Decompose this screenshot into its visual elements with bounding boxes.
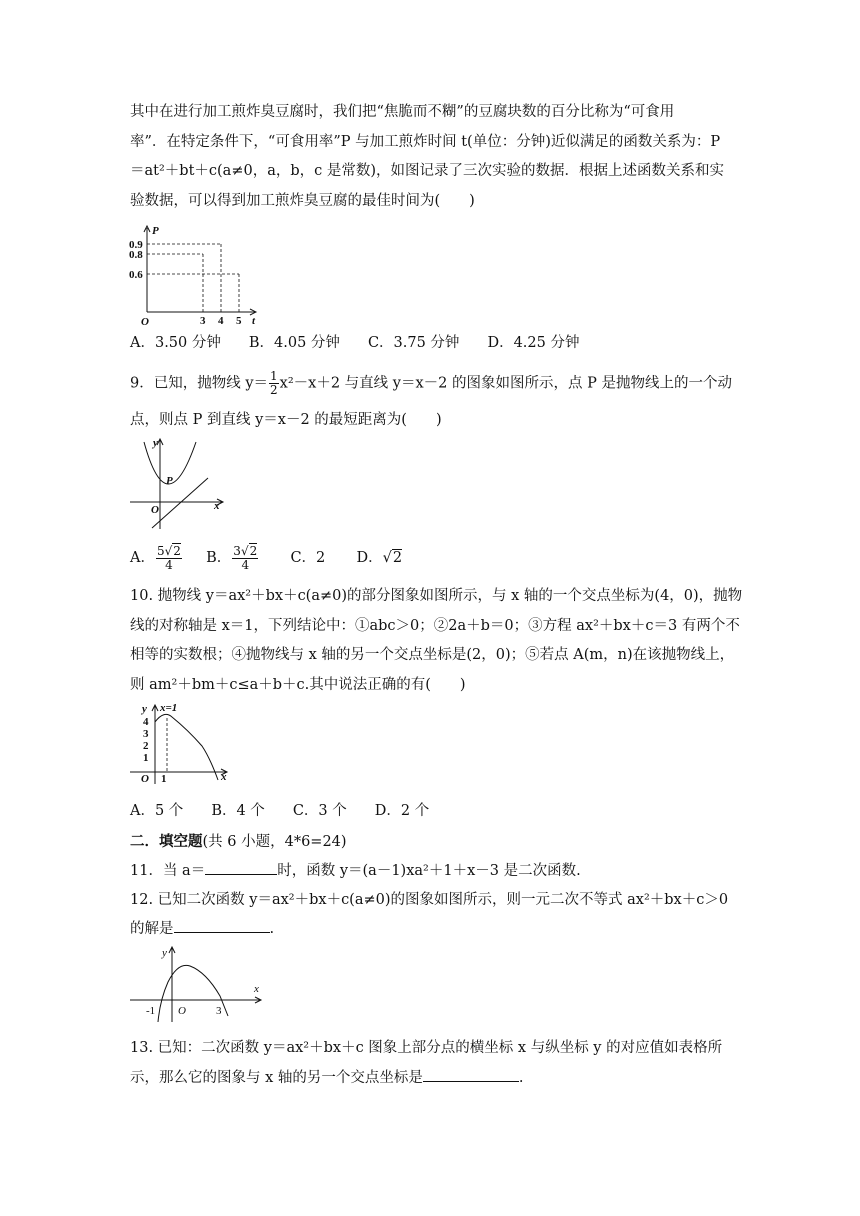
q8-xtick-5: 5 xyxy=(236,315,242,327)
q9-option-a-radicand: 2 xyxy=(173,543,181,558)
q10-ytick-2: 2 xyxy=(143,740,149,752)
q8-ytick-0-8: 0.8 xyxy=(129,249,143,261)
q9-text-line-1 xyxy=(130,370,732,397)
q10-ytick-3: 3 xyxy=(143,728,149,740)
q8-option-b[interactable]: B．4.05 分钟 xyxy=(248,335,340,351)
q9-suffix: x²－x＋2 与直线 y＝x－2 的图象如图所示，点 P 是抛物线上的一个动 xyxy=(279,375,732,392)
q13-answer-blank[interactable] xyxy=(435,1067,507,1082)
q9-fraction-num: 1 xyxy=(270,369,278,383)
q13-text-line-2 xyxy=(130,1067,524,1088)
q8-options xyxy=(130,333,579,353)
q10-option-d[interactable]: D．2 个 xyxy=(374,803,430,819)
q8-text-line-1: 其中在进行加工煎炸臭豆腐时，我们把“焦脆而不糊”的豆腐块数的百分比称为“可食用 xyxy=(130,104,675,120)
q10-options xyxy=(130,801,429,821)
q12-answer-blank[interactable] xyxy=(186,918,258,933)
q9-option-d-radicand: 2 xyxy=(392,550,403,566)
q13-suffix: . xyxy=(518,1070,524,1086)
q9-option-d-label: D． xyxy=(356,550,383,566)
q9-option-c[interactable]: C．2 xyxy=(290,550,326,566)
q12-text-line-2 xyxy=(130,918,274,939)
q10-graph xyxy=(128,700,238,788)
q9-point-p: P xyxy=(166,475,173,487)
q10-option-c[interactable]: C．3 个 xyxy=(292,803,347,819)
q10-text-line-1: 10. 抛物线 y＝ax²＋bx＋c(a≠0)的部分图象如图所示，与 x 轴的一个交点坐标为(4，0)，抛物 xyxy=(130,588,743,604)
q9-option-b-label: B． xyxy=(206,550,232,566)
q10-option-b[interactable]: B．4 个 xyxy=(211,803,265,819)
q13-prefix: 示，那么它的图象与 x 轴的另一个交点坐标是 xyxy=(130,1070,423,1086)
q12-suffix: . xyxy=(269,921,275,937)
q9-option-d[interactable]: D．√2 xyxy=(356,550,403,566)
q12-tick-left: -1 xyxy=(146,1005,156,1017)
q9-options xyxy=(130,544,402,572)
q9-option-a-num: 5 xyxy=(156,543,165,558)
q8-option-a[interactable]: A．3.50 分钟 xyxy=(130,335,221,351)
q9-option-a[interactable] xyxy=(130,543,183,572)
q9-prefix: 9．已知，抛物线 y＝ xyxy=(130,375,269,392)
q8-xtick-4: 4 xyxy=(218,315,224,327)
q9-option-a-label: A． xyxy=(130,550,155,566)
section-2-note: (共 6 小题，4*6=24) xyxy=(202,834,347,850)
q9-option-b[interactable] xyxy=(206,543,259,572)
q8-text-line-2: 率”．在特定条件下，“可食用率”P 与加工煎炸时间 t(单位：分钟)近似满足的函数关系为：P xyxy=(130,134,721,150)
q11-answer-blank[interactable] xyxy=(205,860,277,875)
q9-option-b-den: 4 xyxy=(241,557,250,572)
q12-tick-right: 3 xyxy=(216,1005,222,1017)
q10-text-line-2: 线的对称轴是 x＝1，下列结论中：①abc＞0；②2a＋b＝0；③方程 ax²＋bx＋c＝3 有两个不 xyxy=(130,618,740,634)
q10-ytick-1: 1 xyxy=(143,752,149,764)
q11-prefix: 11．当 a＝ xyxy=(130,863,206,879)
q8-text-line-4: 验数据，可以得到加工煎炸臭豆腐的最佳时间为( ) xyxy=(130,193,475,209)
q11-suffix: 时，函数 y＝(a－1)xa²＋1＋x－3 是二次函数. xyxy=(277,863,581,879)
q10-xtick-1: 1 xyxy=(161,773,167,785)
q8-xlabel: t xyxy=(252,315,256,327)
q12-xlabel: x xyxy=(254,983,259,995)
section-2-heading xyxy=(130,832,347,852)
q9-origin: O xyxy=(151,504,159,516)
q10-xlabel: x xyxy=(221,771,227,783)
q10-axis-label: x=1 xyxy=(160,702,178,714)
q9-fraction-den: 2 xyxy=(270,383,278,397)
q12-text-line-1: 12. 已知二次函数 y＝ax²＋bx＋c(a≠0)的图象如图所示，则一元二次不等式 ax²＋bx＋c＞0 xyxy=(130,892,729,908)
q10-option-a[interactable]: A．5 个 xyxy=(130,803,184,819)
q9-option-a-fraction: $\frac{5√2}{4}$ xyxy=(156,543,181,572)
q13-blank-right xyxy=(507,1067,519,1082)
q10-origin: O xyxy=(141,773,149,785)
q8-text-line-3: ＝at²＋bt＋c(a≠0，a，b，c 是常数)，如图记录了三次实验的数据．根据上述函数关系和实 xyxy=(130,163,725,179)
q9-ylabel: y xyxy=(153,437,158,449)
q10-text-line-3: 相等的实数根；④抛物线与 x 轴的另一个交点坐标是(2，0)；⑤若点 A(m，n)在该抛物线上， xyxy=(130,647,735,663)
q8-option-d[interactable]: D．4.25 分钟 xyxy=(487,335,580,351)
q13-blank-left xyxy=(423,1067,435,1082)
q8-origin: O xyxy=(141,316,149,328)
q10-text-line-4: 则 am²＋bm＋c≤a＋b＋c.其中说法正确的有( ) xyxy=(130,677,466,693)
q9-text-line-2: 点，则点 P 到直线 y＝x－2 的最短距离为( ) xyxy=(130,412,442,428)
q9-graph xyxy=(122,434,232,532)
q9-fraction xyxy=(269,370,279,397)
q9-option-b-radicand: 2 xyxy=(249,543,258,558)
q9-option-a-den: 4 xyxy=(165,557,173,572)
q12-graph xyxy=(128,944,268,1026)
q8-ytick-0-9: 0.9 xyxy=(129,239,143,251)
q12-blank-left xyxy=(174,918,186,933)
q9-xlabel: x xyxy=(214,500,220,512)
q12-origin: O xyxy=(178,1005,186,1017)
q12-blank-right xyxy=(258,918,270,933)
q10-ytick-4: 4 xyxy=(143,716,149,728)
q8-ytick-0-6: 0.6 xyxy=(129,269,143,281)
q12-ylabel: y xyxy=(162,947,167,959)
q8-option-c[interactable]: C．3.75 分钟 xyxy=(367,335,460,351)
q11-text xyxy=(130,860,581,881)
section-2-title: 二．填空题 xyxy=(130,833,203,850)
q9-option-b-fraction: $\frac{3√2}{4}$ xyxy=(233,543,258,572)
q8-ylabel: P xyxy=(152,225,159,237)
q9-option-b-num: 3 xyxy=(233,543,241,558)
q10-ylabel: y xyxy=(142,703,147,715)
q13-text-line-1: 13. 已知：二次函数 y＝ax²＋bx＋c 图象上部分点的横坐标 x 与纵坐标 y 的对应值如表格所 xyxy=(130,1040,723,1056)
q12-prefix: 的解是 xyxy=(130,921,174,937)
q8-graph xyxy=(125,222,265,330)
q8-xtick-3: 3 xyxy=(200,315,206,327)
